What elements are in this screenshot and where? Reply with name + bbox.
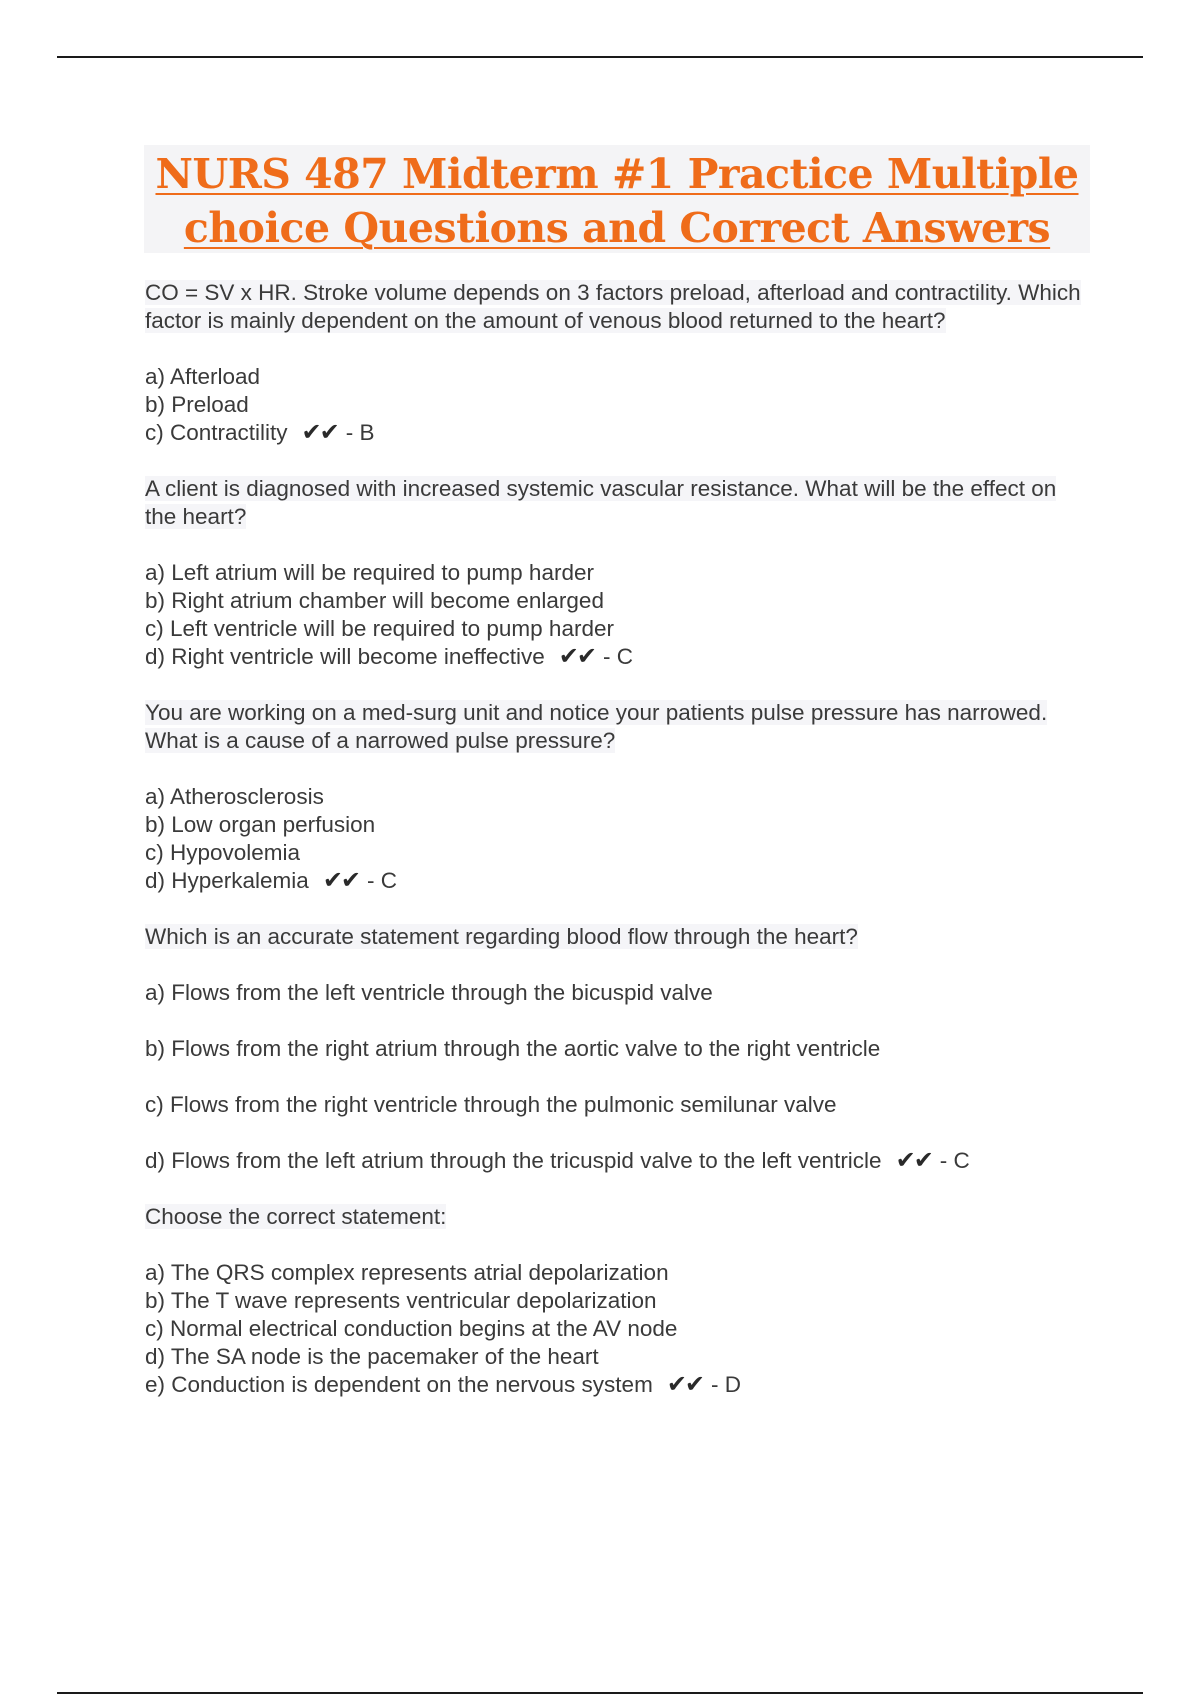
double-check-icon: ✔✔: [666, 1371, 704, 1398]
document-title: NURS 487 Midterm #1 Practice Multiple choice Questions and Correct Answers: [155, 150, 1079, 252]
answer-key: [896, 1148, 970, 1173]
question-2: [145, 475, 1085, 671]
question-5: [145, 1203, 1085, 1399]
option-b: b) Preload: [145, 392, 249, 417]
question-stem: You are working on a med-surg unit and notice your patients pulse pressure has narrowed. What is a cause of a narrowed pulse pressure?: [145, 700, 1048, 753]
question-stem: Choose the correct statement:: [145, 1204, 447, 1229]
option-list: [145, 559, 1085, 671]
option-c: c) Flows from the right ventricle through the pulmonic semilunar valve: [145, 1092, 837, 1117]
bottom-rule: [57, 1692, 1143, 1694]
option-c: c) Left ventricle will be required to pump harder: [145, 616, 614, 641]
option-b: b) Flows from the right atrium through the aortic valve to the right ventricle: [145, 1036, 881, 1061]
question-1: [145, 279, 1085, 447]
double-check-icon: ✔✔: [558, 643, 595, 670]
question-stem: Which is an accurate statement regarding blood flow through the heart?: [145, 924, 858, 949]
top-rule: [57, 56, 1143, 58]
question-stem: A client is diagnosed with increased systemic vascular resistance. What will be the effect on the heart?: [145, 476, 1057, 529]
option-b: b) Low organ perfusion: [145, 812, 376, 837]
option-a: a) Left atrium will be required to pump harder: [145, 560, 594, 585]
option-d: [145, 1147, 1085, 1175]
option-d: [145, 867, 1085, 895]
answer-key: [559, 644, 633, 669]
answer-letter: - C: [602, 644, 633, 669]
answer-letter: - C: [367, 868, 398, 893]
option-a: a) Afterload: [145, 364, 261, 389]
option-d: [145, 643, 1085, 671]
question-3: [145, 699, 1085, 895]
answer-letter: - B: [345, 420, 375, 445]
question-list: [145, 279, 1085, 1427]
double-check-icon: ✔✔: [301, 419, 338, 446]
option-e: [145, 1371, 1085, 1399]
option-c-text: c) Contractility: [145, 420, 288, 445]
option-a: a) Atherosclerosis: [145, 784, 324, 809]
answer-key: [323, 868, 397, 893]
question-4: [145, 923, 1085, 1175]
option-b: b) Right atrium chamber will become enlarged: [145, 588, 604, 613]
option-a: a) The QRS complex represents atrial depolarization: [145, 1260, 669, 1285]
title-banner: [144, 145, 1090, 253]
answer-letter: - D: [711, 1372, 742, 1397]
answer-key: [302, 420, 375, 445]
option-b: b) The T wave represents ventricular depolarization: [145, 1288, 657, 1313]
option-list: [145, 1259, 1085, 1399]
option-d-text: d) Hyperkalemia: [145, 868, 309, 893]
question-stem: CO = SV x HR. Stroke volume depends on 3 factors preload, afterload and contractility. Which factor is mainly dependent on the amount of venous blood returned to the heart?: [145, 280, 1081, 333]
option-d-text: d) Flows from the left atrium through the tricuspid valve to the left ventricle: [145, 1148, 882, 1173]
double-check-icon: ✔✔: [895, 1147, 932, 1174]
option-c: [145, 419, 1085, 447]
option-list: [145, 783, 1085, 895]
answer-key: [667, 1372, 741, 1397]
double-check-icon: ✔✔: [322, 867, 360, 894]
answer-letter: - C: [939, 1148, 970, 1173]
option-d: d) The SA node is the pacemaker of the heart: [145, 1344, 599, 1369]
option-c: c) Normal electrical conduction begins at the AV node: [145, 1316, 678, 1341]
option-c: c) Hypovolemia: [145, 840, 301, 865]
option-a: a) Flows from the left ventricle through the bicuspid valve: [145, 980, 713, 1005]
option-list: [145, 979, 1085, 1175]
option-e-text: e) Conduction is dependent on the nervous system: [145, 1372, 653, 1397]
option-list: [145, 363, 1085, 447]
option-d-text: d) Right ventricle will become ineffective: [145, 644, 545, 669]
